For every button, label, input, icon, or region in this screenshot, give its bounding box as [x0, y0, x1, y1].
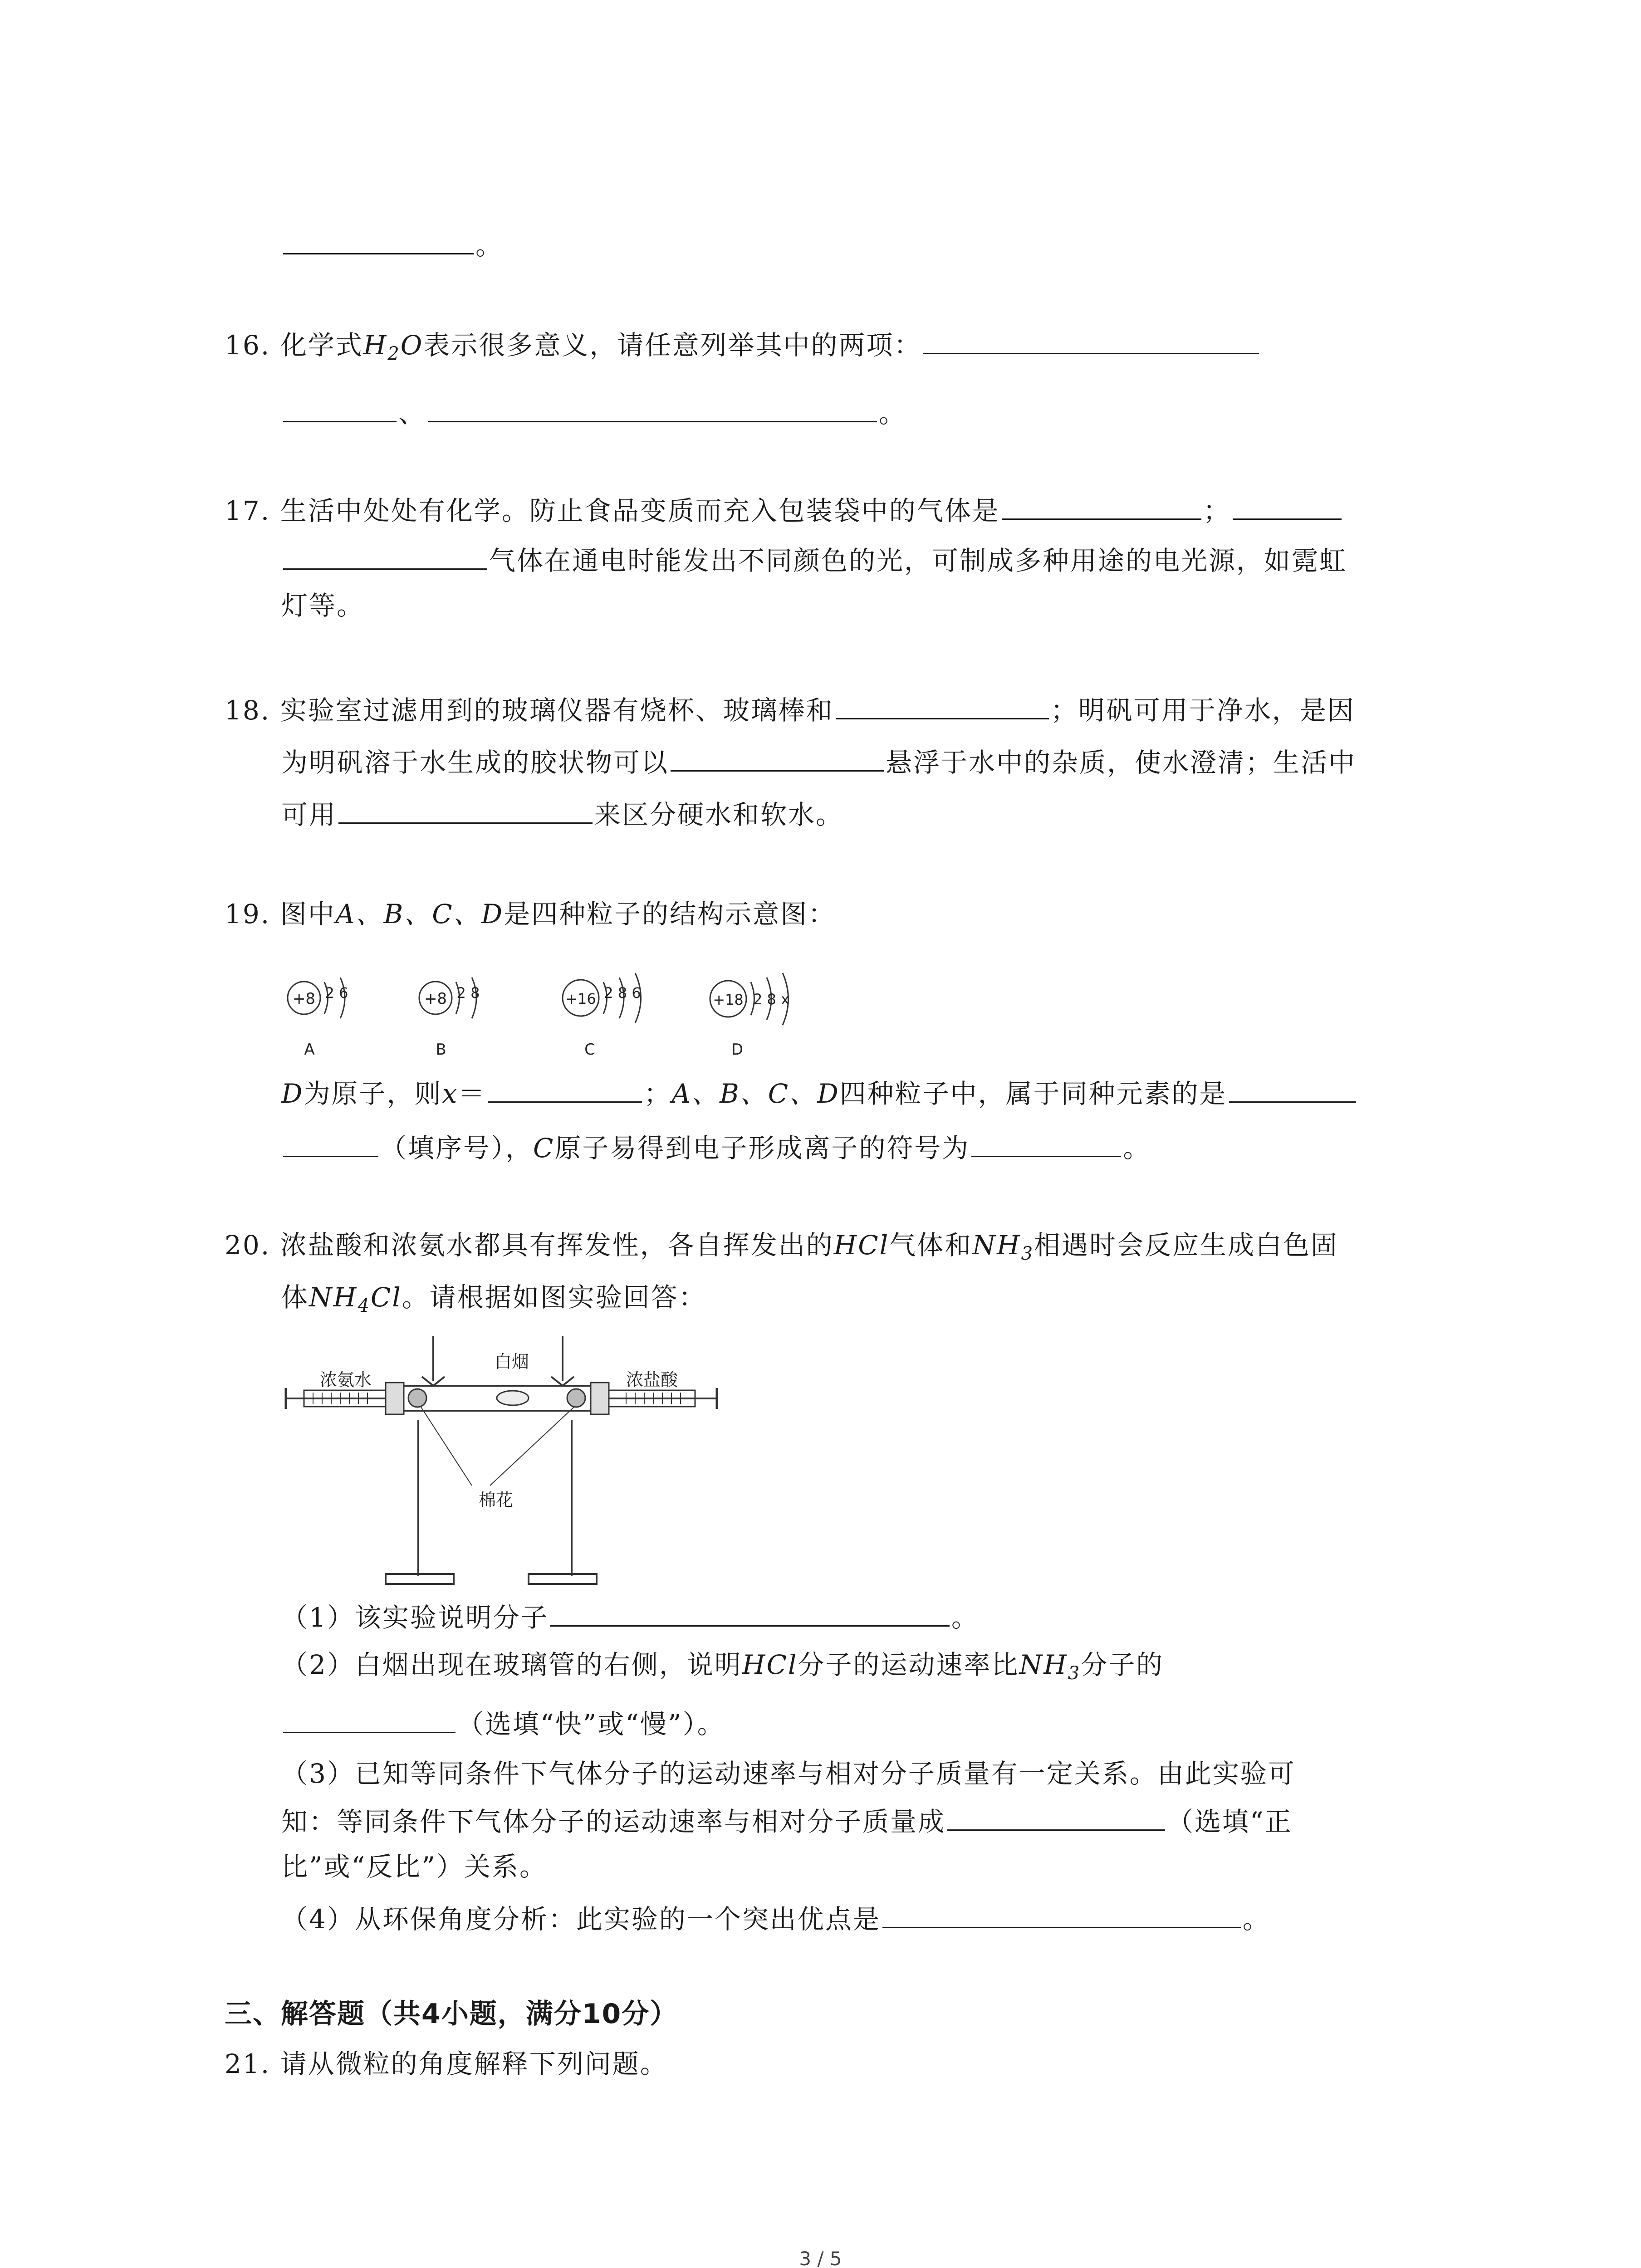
svg-text:+16: +16: [565, 990, 596, 1007]
question-20-sub-3-line-1: （3）已知等同条件下气体分子的运动速率与相对分子质量有一定关系。由此实验可: [281, 1758, 1296, 1789]
label-hydrochloric-acid: 浓盐酸: [626, 1370, 678, 1390]
question-number: 20.: [225, 1230, 271, 1261]
answer-blank[interactable]: [283, 1706, 456, 1733]
answer-blank[interactable]: [882, 1901, 1241, 1928]
question-20-sub-1: （1）该实验说明分子 。: [281, 1599, 979, 1636]
svg-text:2 8 6: 2 8 6: [604, 984, 641, 1002]
question-17-line-2: 气体在通电时能发出不同颜色的光，可制成多种用途的电光源，如霓虹: [281, 542, 1347, 579]
question-number: 19.: [225, 899, 271, 929]
question-17-line-1: 17. 生活中处处有化学。防止食品变质而充入包装袋中的气体是 ；: [225, 492, 1343, 529]
question-20-line-1: 20. 浓盐酸和浓氨水都具有挥发性，各自挥发出的HCl气体和$NH_3$相遇时会反应生成白色固: [225, 1230, 1339, 1264]
answer-blank[interactable]: [1229, 1075, 1356, 1103]
svg-text:A: A: [304, 1041, 315, 1059]
svg-text:+8: +8: [424, 990, 447, 1008]
answer-blank[interactable]: [283, 395, 397, 422]
question-19-line-2: D为原子，则x＝ ；A、B、C、D四种粒子中，属于同种元素的是: [281, 1075, 1358, 1112]
svg-text:+8: +8: [292, 990, 316, 1008]
answer-blank[interactable]: [947, 1803, 1165, 1831]
atom-diagram-d: [710, 973, 789, 1059]
question-18-line-1: 18. 实验室过滤用到的玻璃仪器有烧杯、玻璃棒和 ；明矾可用于净水，是因: [225, 692, 1355, 728]
diffusion-apparatus-figure: [277, 1329, 730, 1592]
atom-diagram-c: [563, 973, 641, 1059]
answer-blank[interactable]: [671, 744, 884, 772]
q15-tail: 。: [281, 227, 503, 264]
question-18-line-3: 可用 来区分硬水和软水。: [281, 796, 843, 833]
svg-text:B: B: [436, 1041, 446, 1059]
answer-blank[interactable]: [923, 327, 1259, 354]
label-cotton: 棉花: [479, 1490, 514, 1510]
answer-blank[interactable]: [971, 1129, 1121, 1157]
atom-diagram-a: [288, 978, 348, 1059]
svg-text:+18: +18: [713, 991, 744, 1008]
svg-text:2 6: 2 6: [325, 984, 348, 1002]
answer-blank[interactable]: [338, 796, 593, 824]
question-number: 21.: [225, 2048, 271, 2079]
question-19-line-1: 19. 图中A、B、C、D是四种粒子的结构示意图：: [225, 899, 836, 929]
label-white-smoke: 白烟: [495, 1352, 529, 1372]
question-20-line-2: 体$NH_4Cl$。请根据如图实验回答：: [281, 1282, 706, 1316]
svg-text:2 8 x: 2 8 x: [753, 991, 789, 1008]
svg-text:C: C: [584, 1041, 595, 1059]
question-20-sub-3-line-3: 比”或“反比”）关系。: [281, 1851, 547, 1882]
question-16-line-2: 、 。: [281, 395, 906, 431]
question-19-line-3: （填序号），C原子易得到电子形成离子的符号为 。: [281, 1129, 1151, 1166]
question-20-sub-3-line-2: 知：等同条件下气体分子的运动速率与相对分子质量成 （选填“正: [281, 1803, 1293, 1840]
atomic-structure-diagrams: [272, 957, 853, 1075]
question-number: 18.: [225, 695, 271, 726]
answer-blank[interactable]: [283, 227, 474, 254]
question-20-sub-4: （4）从环保角度分析：此实验的一个突出优点是 。: [281, 1901, 1270, 1937]
answer-blank[interactable]: [283, 542, 487, 570]
question-16-line-1: 16. 化学式$H_2O$表示很多意义，请任意列举其中的两项：: [225, 327, 1261, 363]
page-number: 3 / 5: [799, 2248, 842, 2268]
question-18-line-2: 为明矾溶于水生成的胶状物可以 悬浮于水中的杂质，使水澄清；生活中: [281, 744, 1356, 781]
answer-blank[interactable]: [1233, 492, 1342, 520]
question-number: 16.: [225, 330, 271, 361]
svg-text:2 8: 2 8: [456, 984, 480, 1002]
atom-diagram-b: [419, 978, 480, 1059]
answer-blank[interactable]: [1002, 492, 1201, 520]
answer-blank[interactable]: [550, 1599, 950, 1627]
question-number: 17.: [225, 495, 271, 526]
answer-blank[interactable]: [283, 1129, 378, 1157]
svg-text:D: D: [731, 1041, 744, 1059]
question-20-sub-2-answer: （选填“快”或“慢”）。: [281, 1706, 725, 1742]
answer-blank[interactable]: [836, 692, 1049, 719]
label-ammonia: 浓氨水: [320, 1370, 372, 1390]
question-17-line-3: 灯等。: [281, 590, 365, 621]
section-heading: 三、解答题（共4小题，满分10分）: [225, 1998, 678, 2030]
question-21: 21. 请从微粒的角度解释下列问题。: [225, 2048, 668, 2079]
answer-blank[interactable]: [428, 395, 877, 422]
answer-blank[interactable]: [488, 1075, 642, 1103]
question-20-sub-2: （2）白烟出现在玻璃管的右侧，说明HCl分子的运动速率比$NH_3$分子的: [281, 1649, 1164, 1684]
